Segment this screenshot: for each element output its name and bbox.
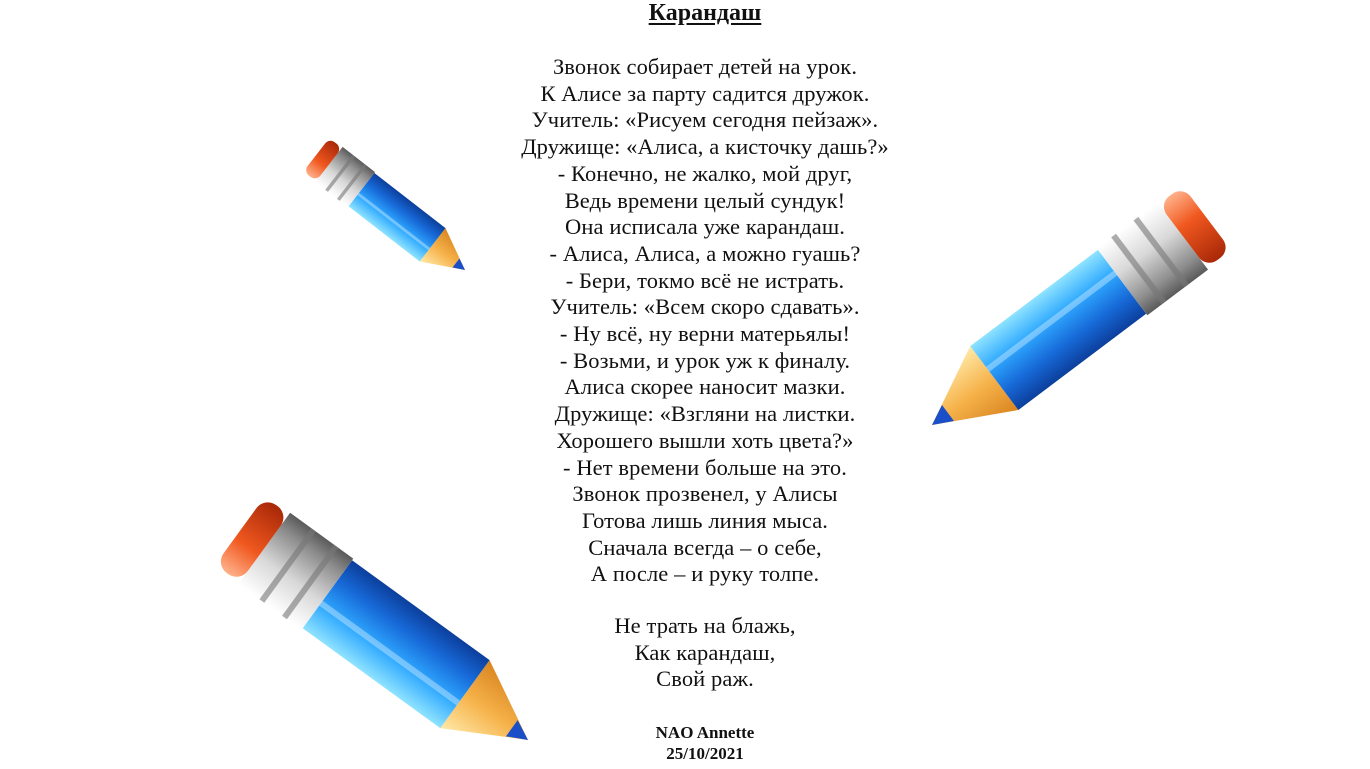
poem-line: К Алисе за парту садится дружок. [540, 80, 870, 106]
poem-line: Как карандаш, [634, 639, 776, 665]
poem-line: Хорошего вышли хоть цвета?» [556, 427, 854, 453]
poem-line: Она исписала уже карандаш. [565, 214, 845, 240]
pencil-icon [303, 137, 479, 287]
poem-line: - Алиса, Алиса, а можно гуашь? [549, 240, 861, 266]
poem-line: А после – и руку толпе. [590, 561, 820, 587]
poem-line: Ведь времени целый сундук! [564, 187, 846, 213]
poem-line: - Ну всё, ну верни матерьялы! [559, 321, 851, 347]
poem-line: Учитель: «Рисуем сегодня пейзаж». [531, 107, 879, 133]
poem-line: Готова лишь линия мыса. [581, 507, 829, 533]
poem-line: Дружище: «Взгляни на листки. [554, 401, 856, 427]
poem-line: - Возьми, и урок уж к финалу. [559, 347, 851, 373]
poem-date: 25/10/2021 [666, 744, 744, 763]
poem-line: - Бери, токмо всё не истрать. [565, 267, 845, 293]
poem-line: Не трать на блажь, [614, 613, 796, 638]
poem-line: - Конечно, не жалко, мой друг, [557, 160, 853, 186]
poem-line: Звонок собирает детей на урок. [552, 54, 858, 79]
poem-line: Звонок прозвенел, у Алисы [572, 481, 838, 507]
poem-title: Карандаш [648, 0, 762, 26]
pencil-icon [214, 495, 554, 769]
poem-line: Сначала всегда – о себе, [588, 534, 822, 560]
poem-line: Дружище: «Алиса, а кисточку дашь?» [521, 134, 889, 160]
pencil-icon [907, 184, 1232, 458]
poem-line: Учитель: «Всем скоро сдавать». [550, 294, 860, 320]
poem-line: - Нет времени больше на это. [563, 454, 847, 480]
poem-line: Свой раж. [656, 666, 754, 692]
poem-line: Алиса скорее наносит мазки. [564, 374, 846, 400]
author-name: NAO Annette [655, 723, 755, 742]
